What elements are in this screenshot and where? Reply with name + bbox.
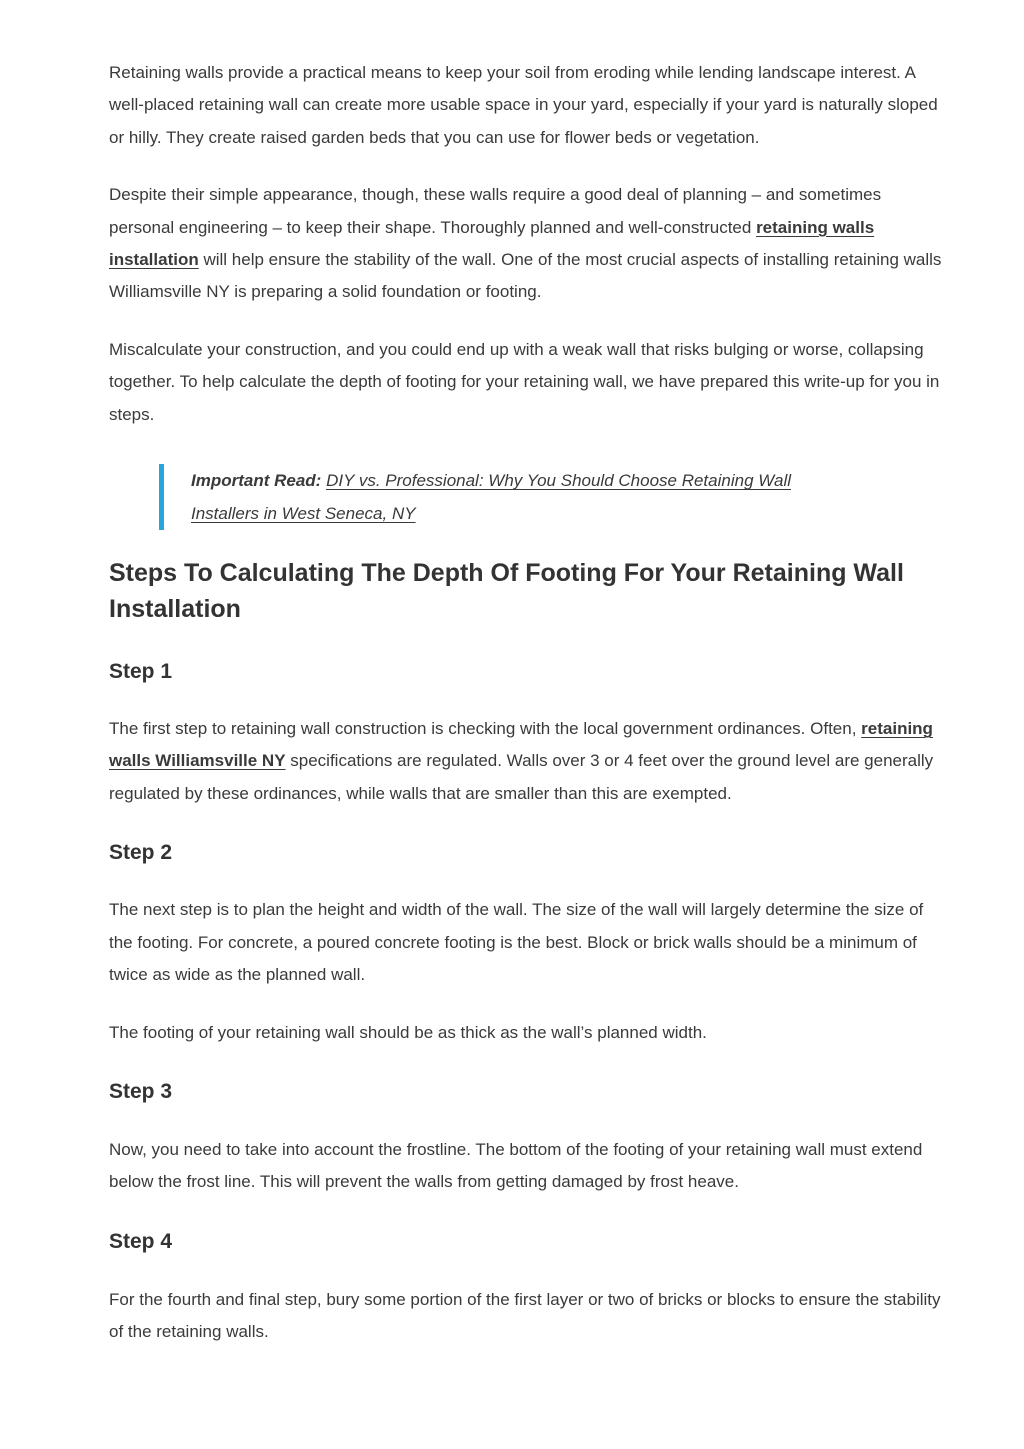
retaining-walls-williamsville-link[interactable]: retaining walls Williamsville NY <box>109 719 933 771</box>
intro-paragraph-1: Retaining walls provide a practical means to keep your soil from eroding while lending landscape interest. A well-placed retaining wall can create more usable space in your yard, especially if your yard is naturally sloped or hilly. They create raised garden beds that you can use for flower beds or vegetation. <box>109 63 938 147</box>
step-1-paragraph <box>109 713 949 810</box>
important-read-callout <box>159 464 831 530</box>
step-4-paragraph: For the fourth and final step, bury some portion of the first layer or two of bricks or blocks to ensure the stability of the retaining walls. <box>109 1289 941 1342</box>
important-read-link[interactable]: DIY vs. Professional: Why You Should Choose Retaining Wall Installers in West Seneca, NY <box>191 471 791 524</box>
intro-paragraph-2-text-a: Despite their simple appearance, though, these walls require a good deal of planning – and sometimes personal engineering – to keep their shape. Thoroughly planned and well-constructed <box>109 185 882 237</box>
retaining-walls-installation-link[interactable]: retaining walls installation <box>109 217 875 270</box>
step-2-paragraph-2: The footing of your retaining wall should be as thick as the wall’s planned width. <box>109 1022 707 1042</box>
main-heading: Steps To Calculating The Depth Of Footing For Your Retaining Wall Installation <box>109 559 904 624</box>
step-1-heading: Step 1 <box>109 660 173 684</box>
step-1-text-b: specifications are regulated. Walls over 3 or 4 feet over the ground level are generally regulated by these ordinances, while walls that are smaller than this are exempted. <box>109 751 934 803</box>
step-4-heading: Step 4 <box>109 1229 173 1253</box>
step-2-paragraph-1: The next step is to plan the height and width of the wall. The size of the wall will largely determine the size of the footing. For concrete, a poured concrete footing is the best. Block or brick walls should be a minimum of twice as wide as the planned wall. <box>109 900 924 985</box>
step-1-text-a: The first step to retaining wall construction is checking with the local government ordinances. Often, <box>109 719 862 739</box>
important-read-text <box>191 464 831 530</box>
step-3-heading: Step 3 <box>109 1079 173 1103</box>
step-3-paragraph: Now, you need to take into account the frostline. The bottom of the footing of your retaining wall must extend below the frost line. This will prevent the walls from getting damaged by frost heave. <box>109 1139 923 1192</box>
intro-paragraph-3: Miscalculate your construction, and you could end up with a weak wall that risks bulging or worse, collapsing together. To help calculate the depth of footing for your retaining wall, we have prepared this write-up for you in steps. <box>109 339 940 424</box>
important-read-label: Important Read: <box>191 471 322 491</box>
step-2-heading: Step 2 <box>109 841 173 865</box>
intro-paragraph-2-text-b: will help ensure the stability of the wall. One of the most crucial aspects of installing retaining walls Williamsville NY is preparing a solid foundation or footing. <box>109 250 942 302</box>
article-body <box>109 57 949 1349</box>
intro-paragraph-2 <box>109 179 949 309</box>
